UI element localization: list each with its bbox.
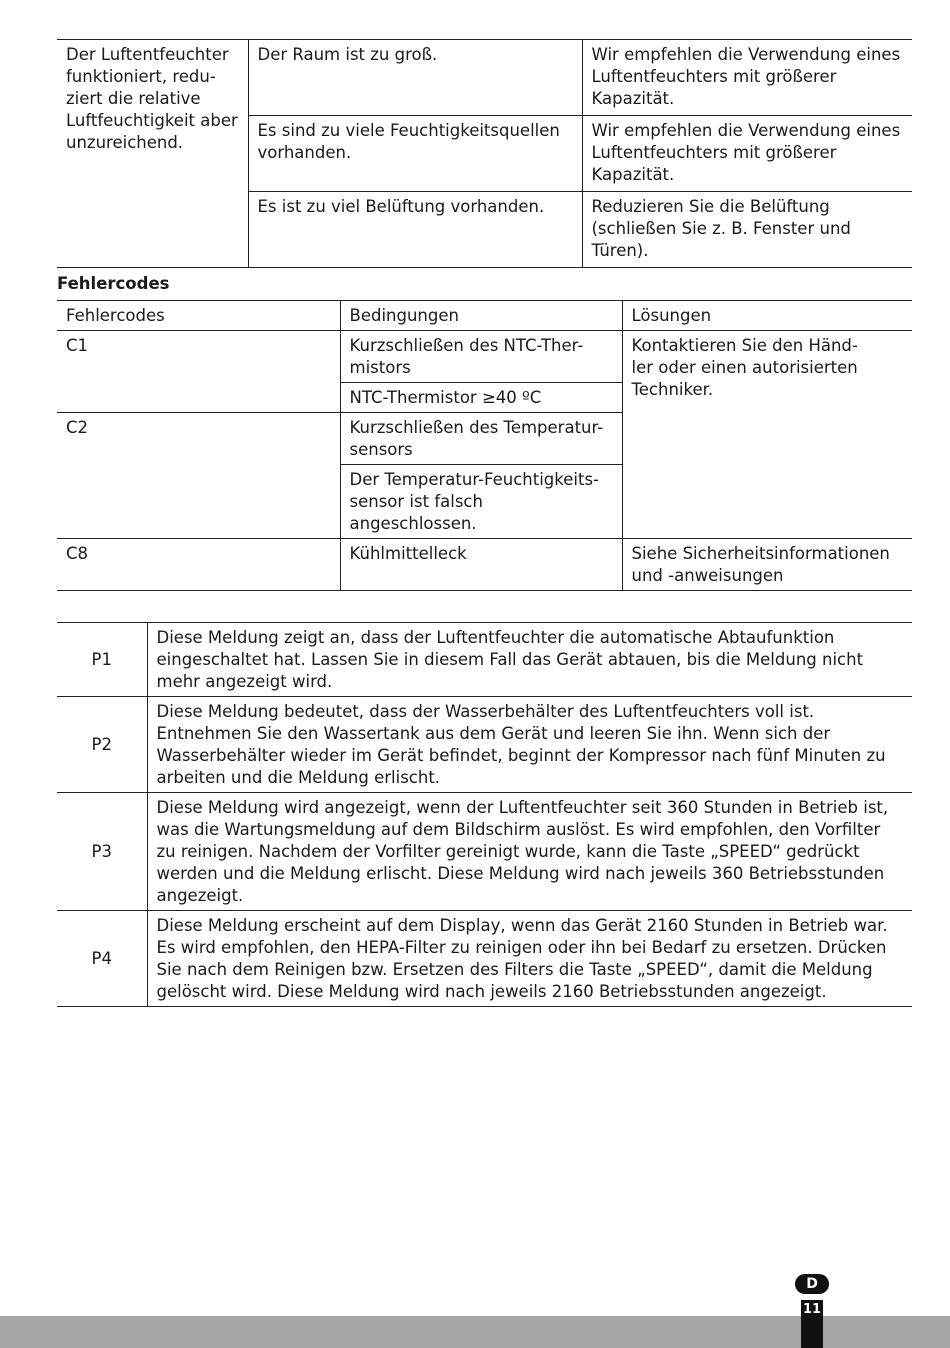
solution-cell: Siehe Sicherheitsinformationen und -anweisungen [622,539,912,591]
table-row [57,911,912,1007]
condition-cell: Kühlmittelleck [340,539,622,591]
table-row [57,623,912,697]
troubleshooting-table [57,39,912,268]
column-header: Fehlercodes [57,301,340,331]
condition-cell: Der Temperatur-Feuchtigkeits- sensor ist falsch angeschlossen. [340,465,622,539]
solution-cell: Reduzieren Sie die Belüftung (schließen Sie z. B. Fenster und Türen). [582,192,912,268]
cause-cell: Es sind zu viele Feuchtigkeitsquellen vorhanden. [248,116,582,192]
message-code-table [57,622,912,1007]
cause-cell: Es ist zu viel Belüftung vorhanden. [248,192,582,268]
message-code: P3 [57,793,147,911]
table-row [57,40,912,116]
language-badge: D [795,1274,829,1294]
table-row [57,793,912,911]
column-header: Lösungen [622,301,912,331]
solution-cell: Wir empfehlen die Verwendung eines Luftentfeuchters mit größerer Kapazität. [582,40,912,116]
message-code: P2 [57,697,147,793]
message-description: Diese Meldung wird angezeigt, wenn der Luftentfeuchter seit 360 Stunden in Betrieb ist, was die Wartungsmeldung auf dem Bildschirm auslöst. Es wird empfohlen, den Vorfilter zu reinigen. Nachdem der Vorfilter gereinigt wurde, kann die Taste „SPEED“ gedrückt werden und die Meldung erlischt. Diese Meldung wird nach jeweils 360 Betriebsstunden angezeigt. [147,793,912,911]
message-code: P1 [57,623,147,697]
cause-cell: Der Raum ist zu groß. [248,40,582,116]
page-number: 11 [802,1302,822,1317]
solution-cell: Wir empfehlen die Verwendung eines Luftentfeuchters mit größerer Kapazität. [582,116,912,192]
section-heading: Fehlercodes [57,274,170,293]
column-header: Bedingungen [340,301,622,331]
table-row [57,539,912,591]
condition-cell: NTC-Thermistor ≥40 ºC [340,383,622,413]
table-row [57,697,912,793]
condition-cell: Kurzschließen des NTC-Ther- mistors [340,331,622,383]
message-description: Diese Meldung zeigt an, dass der Luftentfeuchter die automatische Abtaufunktion eingeschaltet hat. Lassen Sie in diesem Fall das Gerät abtauen, bis die Meldung nicht mehr angezeigt wird. [147,623,912,697]
solution-cell: Kontaktieren Sie den Händ- ler oder einen autorisierten Techniker. [622,331,912,539]
code-cell: C2 [57,413,340,539]
message-code: P4 [57,911,147,1007]
condition-cell: Kurzschließen des Temperatur- sensors [340,413,622,465]
problem-cell: Der Luftentfeuchter funktioniert, redu- ziert die relative Luftfeuchtigkeit aber unzureichend. [57,40,248,268]
message-description: Diese Meldung erscheint auf dem Display, wenn das Gerät 2160 Stunden in Betrieb war. Es wird empfohlen, den HEPA-Filter zu reinigen oder ihn bei Bedarf zu ersetzen. Drücken Sie nach dem Reinigen bzw. Ersetzen des Filters die Taste „SPEED“, damit die Meldung gelöscht wird. Diese Meldung wird nach jeweils 2160 Betriebsstunden angezeigt. [147,911,912,1007]
code-cell: C1 [57,331,340,413]
table-row [57,331,912,383]
error-code-table [57,300,912,591]
table-header-row [57,301,912,331]
code-cell: C8 [57,539,340,591]
message-description: Diese Meldung bedeutet, dass der Wasserbehälter des Luftentfeuchters voll ist. Entnehmen Sie den Wassertank aus dem Gerät und leeren Sie ihn. Wenn sich der Wasserbehälter wieder im Gerät befindet, beginnt der Kompressor nach fünf Minuten zu arbeiten und die Meldung erlischt. [147,697,912,793]
